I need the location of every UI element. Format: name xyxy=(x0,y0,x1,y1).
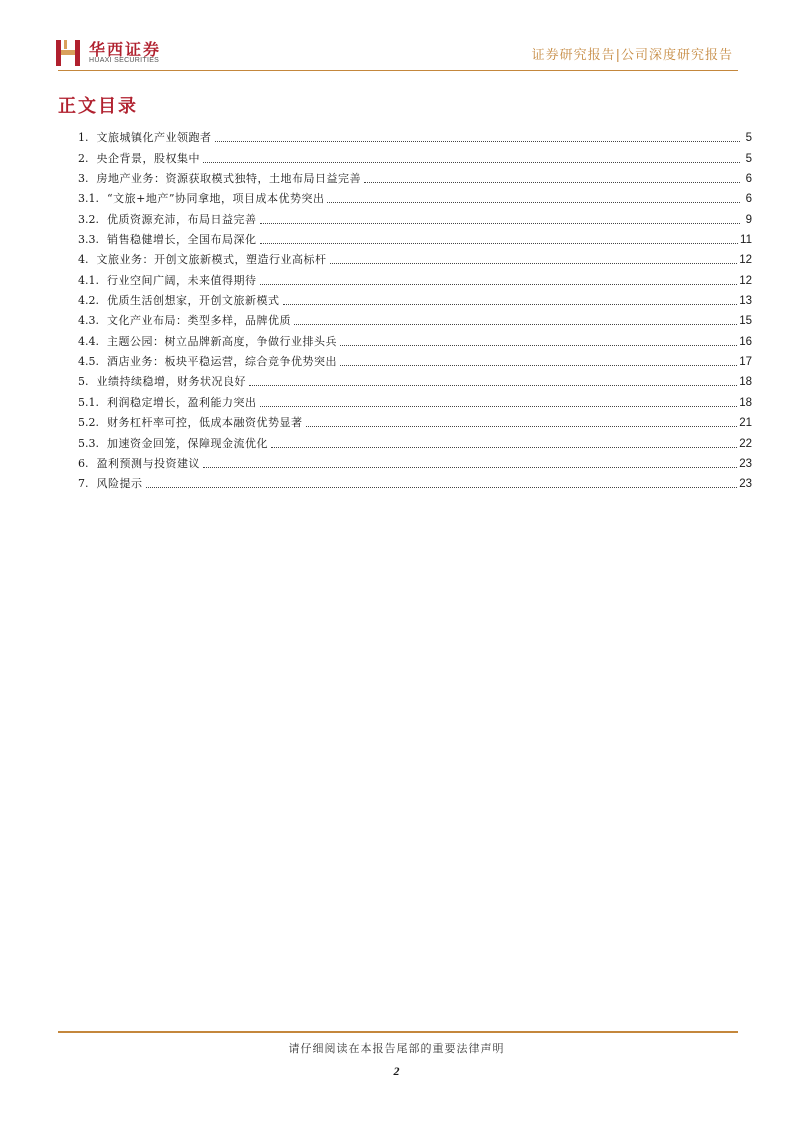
toc-dot-leader xyxy=(260,223,741,224)
toc-dot-leader xyxy=(203,467,737,468)
page-number: 2 xyxy=(393,1064,400,1078)
toc-entry-number: 4.5. xyxy=(78,355,99,369)
toc-dot-leader xyxy=(340,365,737,366)
toc-entry[interactable] xyxy=(78,389,752,409)
page-header xyxy=(0,0,793,80)
toc-entry-page: 11 xyxy=(740,234,752,247)
toc-entry-title: 主题公园：树立品牌新高度，争做行业排头兵 xyxy=(107,334,337,348)
toc-entry-number: 3.1. xyxy=(78,192,99,206)
toc-entry-title: 加速资金回笼，保障现金流优化 xyxy=(107,436,268,450)
toc-entry-number: 2. xyxy=(78,151,89,165)
toc-entry-page: 18 xyxy=(739,376,752,389)
toc-dot-leader xyxy=(215,141,741,142)
toc-entry-page: 21 xyxy=(739,417,752,430)
toc-dot-leader xyxy=(283,304,738,305)
toc-dot-leader xyxy=(364,182,740,183)
toc-entry-page: 23 xyxy=(739,478,752,491)
toc-entry-page: 22 xyxy=(739,437,752,450)
toc-entry-title: 酒店业务：板块平稳运营，综合竞争优势突出 xyxy=(107,355,337,369)
toc-entry-title: 风险提示 xyxy=(96,477,143,491)
toc-entry[interactable] xyxy=(78,471,752,491)
toc-entry-number: 5.2. xyxy=(78,416,99,430)
toc-dot-leader xyxy=(260,406,738,407)
toc-entry-page: 17 xyxy=(739,356,752,369)
toc-entry-title: 行业空间广阔，未来值得期待 xyxy=(107,273,257,287)
toc-entry[interactable] xyxy=(78,430,752,450)
toc-entry-page: 16 xyxy=(739,335,752,348)
toc-dot-leader xyxy=(330,263,738,264)
brand-name-cn: 华西证券 xyxy=(89,40,162,59)
toc-entry-title: 房地产业务：资源获取模式独特，土地布局日益完善 xyxy=(96,172,361,186)
toc-entry-page: 5 xyxy=(745,152,752,165)
toc-entry-page: 6 xyxy=(745,193,752,206)
toc-entry[interactable] xyxy=(78,206,752,226)
toc-dot-leader xyxy=(327,202,740,203)
header-divider xyxy=(58,70,738,71)
toc-dot-leader xyxy=(306,426,738,427)
table-of-contents xyxy=(78,125,752,491)
toc-entry[interactable] xyxy=(78,267,752,287)
toc-entry[interactable] xyxy=(78,247,752,267)
toc-entry-number: 4.2. xyxy=(78,294,99,308)
toc-entry-number: 1. xyxy=(78,131,89,145)
toc-entry-title: 优质资源充沛，布局日益完善 xyxy=(107,212,257,226)
toc-entry-number: 3.2. xyxy=(78,212,99,226)
toc-entry-page: 6 xyxy=(745,173,752,186)
toc-dot-leader xyxy=(249,385,737,386)
toc-entry-title: 文化产业布局：类型多样，品牌优质 xyxy=(107,314,291,328)
toc-entry[interactable] xyxy=(78,288,752,308)
toc-entry-page: 18 xyxy=(739,396,752,409)
toc-entry-title: 业绩持续稳增，财务状况良好 xyxy=(96,375,246,389)
toc-entry-number: 7. xyxy=(78,477,89,491)
toc-dot-leader xyxy=(203,162,740,163)
toc-entry-page: 5 xyxy=(745,132,752,145)
toc-entry-number: 6. xyxy=(78,456,89,470)
toc-entry[interactable] xyxy=(78,145,752,165)
toc-entry[interactable] xyxy=(78,410,752,430)
toc-dot-leader xyxy=(294,324,737,325)
toc-entry-number: 5. xyxy=(78,375,89,389)
report-type-label: 证券研究报告|公司深度研究报告 xyxy=(531,48,733,63)
toc-entry[interactable] xyxy=(78,186,752,206)
toc-entry-page: 13 xyxy=(739,295,752,308)
toc-entry[interactable] xyxy=(78,166,752,186)
toc-entry-title: 优质生活创想家，开创文旅新模式 xyxy=(107,294,280,308)
toc-dot-leader xyxy=(146,487,738,488)
toc-dot-leader xyxy=(260,243,739,244)
toc-entry[interactable] xyxy=(78,227,752,247)
toc-entry-number: 3.3. xyxy=(78,233,99,247)
toc-entry-number: 4.4. xyxy=(78,334,99,348)
toc-entry-number: 4.3. xyxy=(78,314,99,328)
toc-entry-number: 5.1. xyxy=(78,395,99,409)
toc-entry-title: 财务杠杆率可控，低成本融资优势显著 xyxy=(107,416,303,430)
toc-entry-title: “文旅+地产”协同拿地，项目成本优势突出 xyxy=(107,192,325,206)
toc-dot-leader xyxy=(271,447,737,448)
toc-dot-leader xyxy=(340,345,737,346)
toc-entry-title: 央企背景，股权集中 xyxy=(96,151,200,165)
toc-entry-page: 15 xyxy=(739,315,752,328)
toc-dot-leader xyxy=(260,284,738,285)
footer-divider xyxy=(58,1031,738,1033)
toc-entry-title: 销售稳健增长，全国布局深化 xyxy=(107,233,257,247)
toc-entry-title: 文旅城镇化产业领跑者 xyxy=(96,131,212,145)
brand-name-en: HUAXI SECURITIES xyxy=(89,57,160,64)
toc-entry-number: 4.1. xyxy=(78,273,99,287)
toc-entry-number: 5.3. xyxy=(78,436,99,450)
toc-entry[interactable] xyxy=(78,308,752,328)
toc-entry-title: 盈利预测与投资建议 xyxy=(96,456,200,470)
toc-entry-title: 文旅业务：开创文旅新模式，塑造行业高标杆 xyxy=(96,253,327,267)
legal-disclaimer-note: 请仔细阅读在本报告尾部的重要法律声明 xyxy=(288,1042,505,1055)
toc-entry-page: 9 xyxy=(745,213,752,226)
toc-entry[interactable] xyxy=(78,451,752,471)
toc-entry-title: 利润稳定增长，盈利能力突出 xyxy=(107,395,257,409)
toc-entry[interactable] xyxy=(78,369,752,389)
toc-entry[interactable] xyxy=(78,349,752,369)
toc-entry-page: 23 xyxy=(739,457,752,470)
huaxi-logo-icon xyxy=(55,38,81,68)
toc-entry-page: 12 xyxy=(739,254,752,267)
toc-entry-number: 4. xyxy=(78,253,89,267)
toc-entry-number: 3. xyxy=(78,172,89,186)
toc-title: 正文目录 xyxy=(58,96,138,117)
toc-entry[interactable] xyxy=(78,328,752,348)
toc-entry[interactable] xyxy=(78,125,752,145)
toc-entry-page: 12 xyxy=(739,274,752,287)
